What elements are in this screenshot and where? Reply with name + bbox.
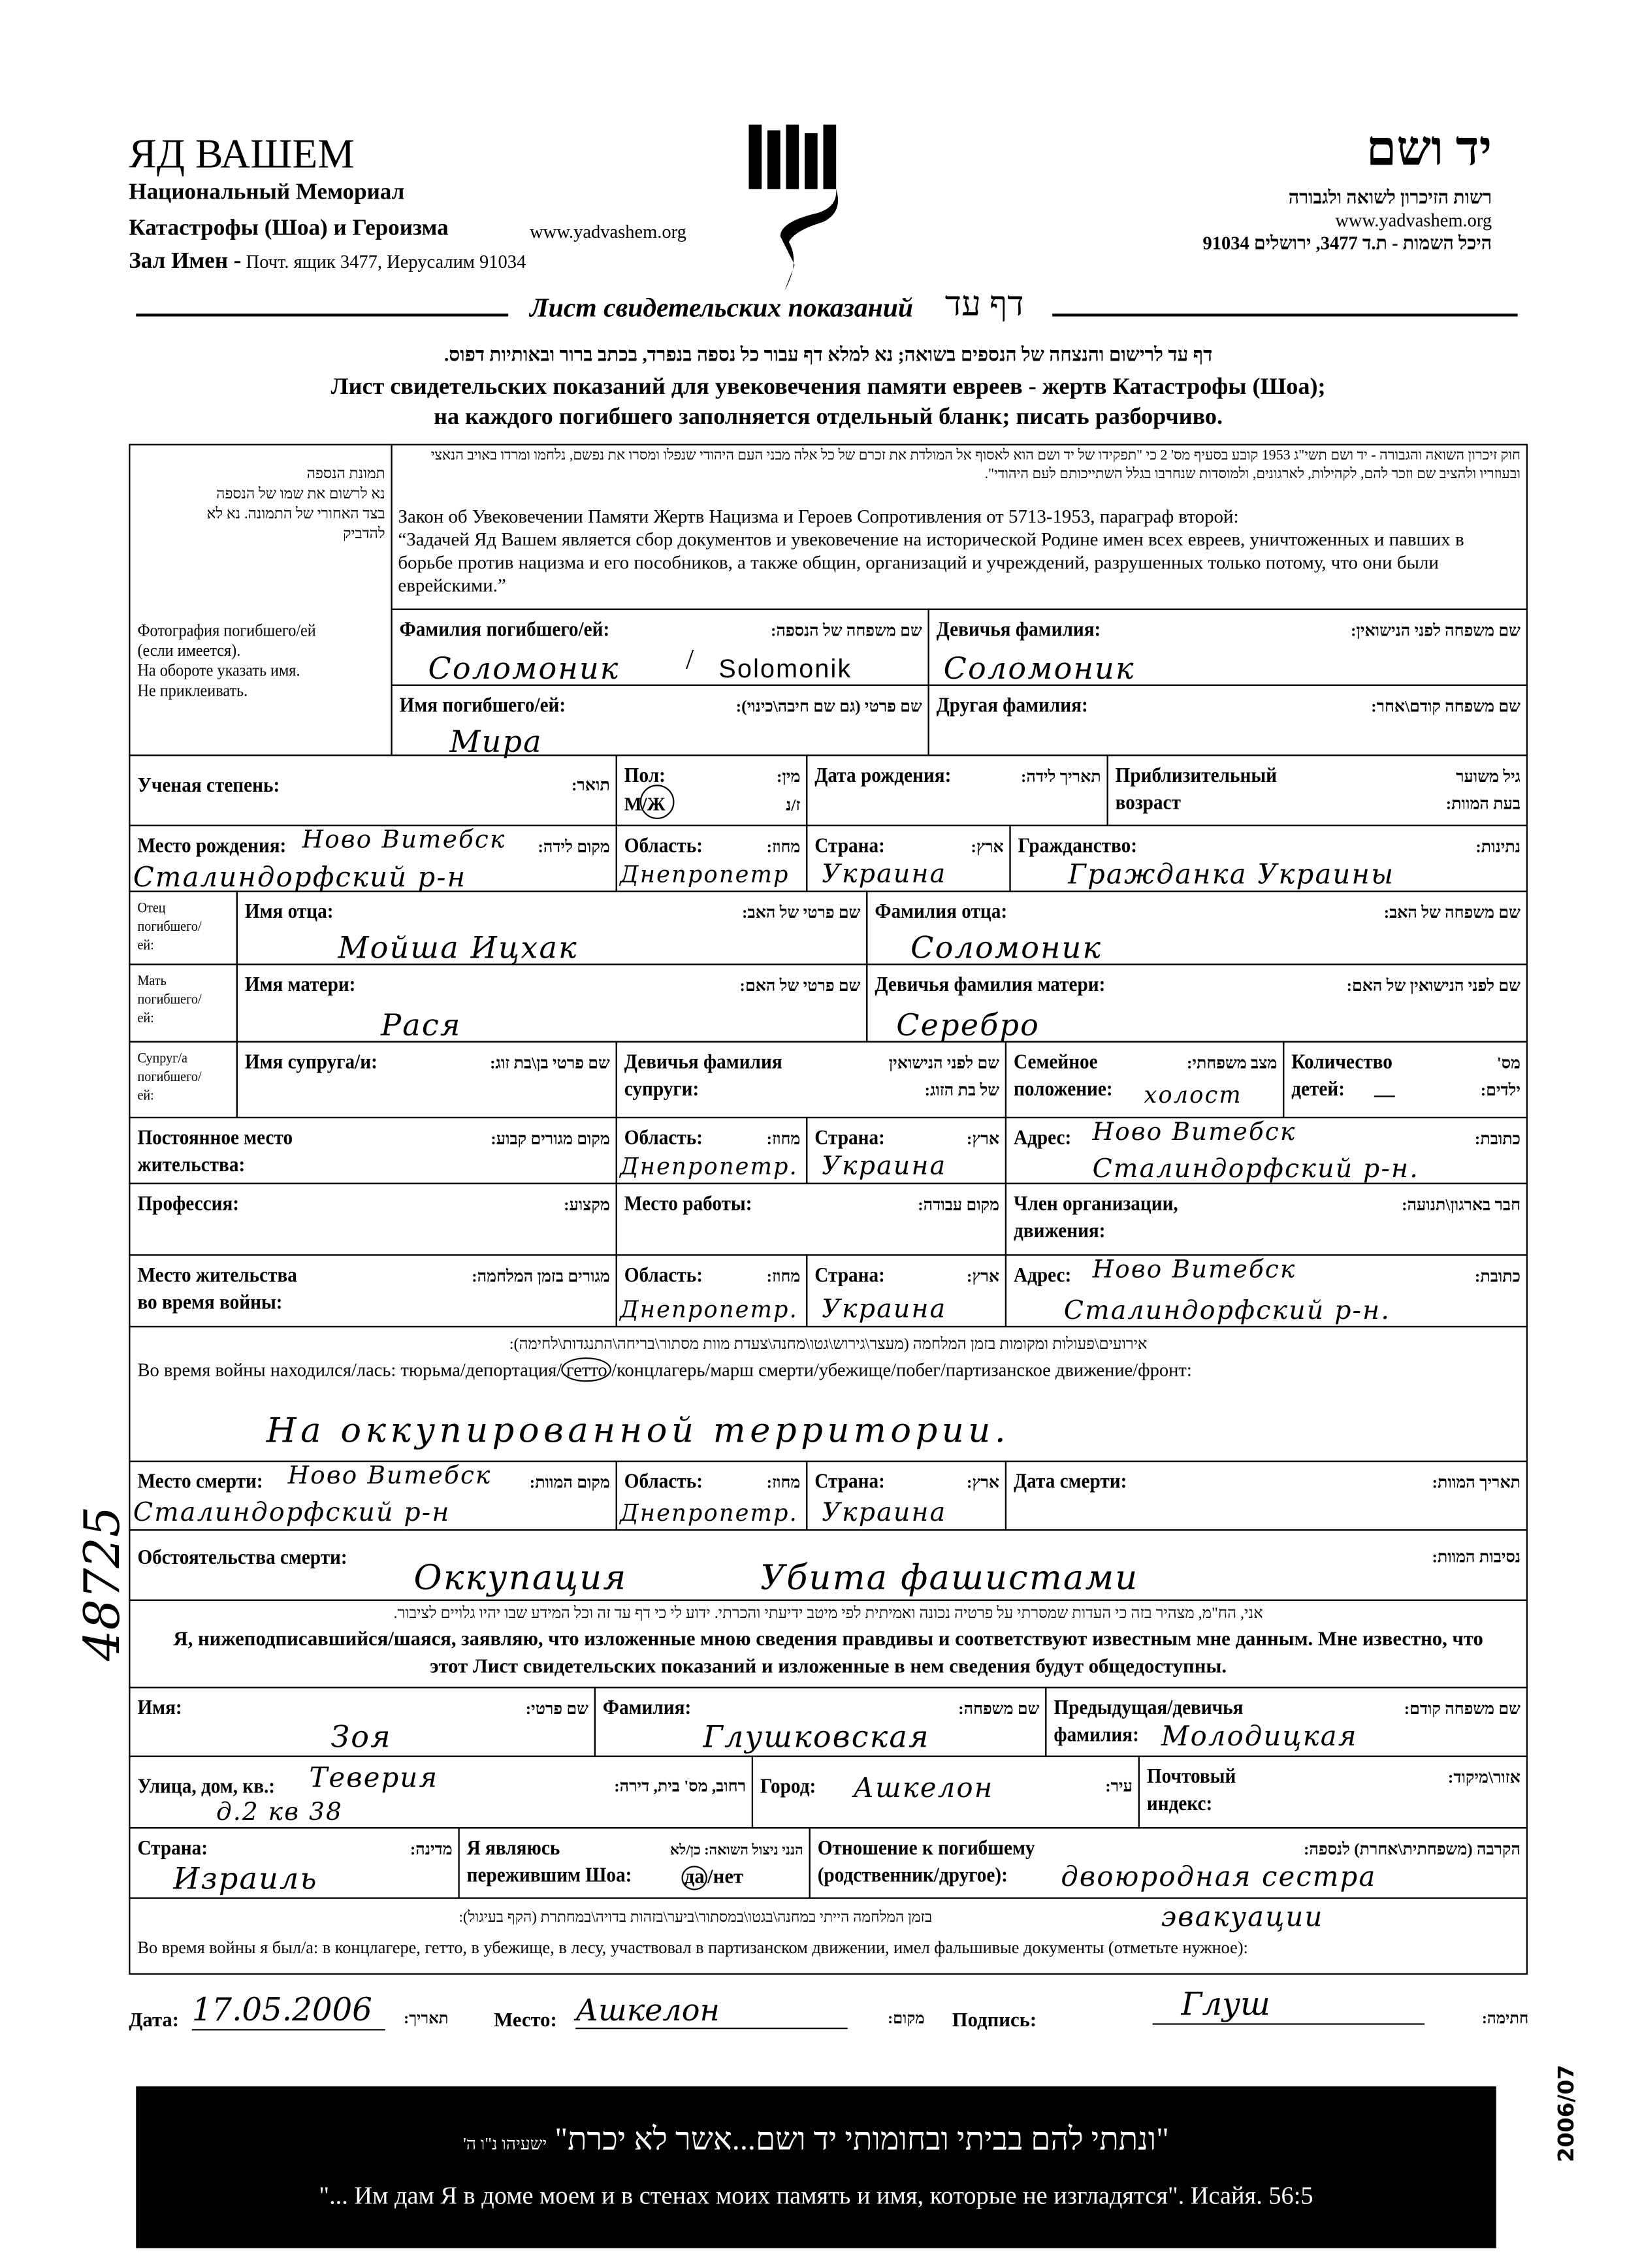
label: Имя:: [137, 1696, 182, 1720]
label: Имя отца:: [244, 900, 334, 924]
war-status-field[interactable]: [129, 1326, 1528, 1462]
value-line-2: Сталиндорфский р-н.: [1063, 1295, 1391, 1326]
label-he: רחוב, מס' בית, דירה:: [614, 1778, 747, 1796]
value-1: Оккупация: [413, 1558, 628, 1598]
instructions-ru-2: на каждого погибшего заполняется отдельный бланк; писать разборчиво.: [434, 402, 1223, 430]
death-circumstances-field[interactable]: [129, 1529, 1528, 1601]
label: Фамилия отца:: [875, 900, 1008, 924]
label-he: שם משפחה קודם:: [1404, 1701, 1521, 1719]
war-residence-field[interactable]: [129, 1254, 617, 1327]
label-he: שם משפחה של האב:: [1383, 905, 1521, 922]
quote-he: "ונתתי להם בביתי ובחומותי יד ושם...אשר לא יכרת": [555, 2120, 1169, 2157]
spouse-side-label: [129, 1041, 238, 1118]
label: Место смерти:: [137, 1470, 263, 1494]
photo-note-he: תמונת הנספה נא לרשום את שמו של הנספה בצד האחורי של התמונה. נא לא להדביק: [206, 466, 385, 543]
label: Гражданство:: [1018, 834, 1138, 858]
submitter-street-field[interactable]: [129, 1756, 753, 1829]
org-address: [129, 249, 526, 274]
label: Область:: [624, 1264, 703, 1288]
label-he: מחוז:: [766, 839, 801, 856]
value-line-1: Ново Витебск: [302, 826, 506, 855]
profession-field[interactable]: [129, 1183, 617, 1256]
text: /концлагерь/марш смерти/убежище/побег/партизанское движение/фронт:: [611, 1359, 1192, 1381]
submitter-war-field[interactable]: [129, 1898, 1528, 1975]
title-rule-right: [1052, 314, 1517, 316]
label-he: שם לפני הנישואין של בת הזוג:: [888, 1055, 1000, 1100]
value-line-2: Сталиндорфский р-н: [133, 1497, 451, 1528]
place-label: Место:: [494, 2010, 557, 2032]
label: Фамилия:: [602, 1696, 692, 1720]
value: Мира: [449, 724, 543, 759]
declaration-ru: Я, нижеподписавшийся/шаяся, заявляю, что изложенные мною сведения правдивы и соответствуют известным мне данным. Мне известно, что этот Лист свидетельских показаний и изложенные в нем сведения будут общедоступны.: [173, 1629, 1483, 1679]
label: Страна:: [814, 1127, 885, 1150]
org-url: www.yadvashem.org: [530, 220, 686, 242]
label: Девичья фамилия матери:: [875, 973, 1106, 997]
value-line-1: Ново Витебск: [1092, 1256, 1296, 1285]
label: Страна:: [814, 1470, 885, 1494]
mother-name-field[interactable]: [236, 964, 868, 1043]
label-he: שם פרטי:: [525, 1701, 588, 1719]
title-rule-left: [136, 314, 508, 316]
label-he: מחוז:: [766, 1269, 801, 1286]
text: Во время войны находился/лась: тюрьма/депортация/: [137, 1359, 562, 1381]
label-he: מצב משפחתי:: [1186, 1055, 1278, 1073]
date-label-he: תאריך:: [404, 2010, 449, 2028]
label: Имя супруга/и:: [244, 1051, 378, 1075]
label: Пол:: [624, 764, 666, 788]
label: Другая фамилия:: [936, 694, 1088, 718]
label-he: מחוז:: [766, 1474, 801, 1493]
label-he: שם פרטי (גם שם חיבה\כינוי):: [735, 698, 922, 717]
label: Страна:: [814, 1264, 885, 1288]
residence-address-field[interactable]: [1005, 1117, 1528, 1184]
label: Область:: [624, 1127, 703, 1150]
value: Гражданка Украины: [1068, 859, 1395, 891]
victim-first-name-field[interactable]: [391, 685, 929, 759]
label-he: שם פרטי של האם:: [739, 978, 861, 996]
label: Постоянное место жительства:: [137, 1127, 293, 1177]
label: Я являюсь пережившим Шоа:: [466, 1837, 632, 1888]
survivor-yes-circled[interactable]: да: [681, 1866, 707, 1890]
death-place-field[interactable]: [129, 1461, 617, 1531]
gender-selected-circle: [640, 785, 675, 819]
label-he: ארץ:: [966, 1269, 1000, 1286]
label-he: מס' ילדים:: [1480, 1055, 1521, 1100]
value: Израиль: [173, 1861, 318, 1896]
submitter-surname-field[interactable]: [594, 1687, 1047, 1757]
photo-note-ru: Фотография погибшего/ей (если имеется). На обороте указать имя. Не приклеивать.: [137, 620, 316, 700]
label-he: נסיבות המוות:: [1432, 1549, 1521, 1567]
value-line-1: Теверия: [309, 1762, 439, 1794]
war-region-field[interactable]: [616, 1254, 808, 1327]
submitter-prev-name-field[interactable]: [1045, 1687, 1528, 1757]
place-value[interactable]: Ашкелон: [575, 1993, 847, 2029]
label: Улица, дом, кв.:: [137, 1775, 276, 1799]
war-status-he: אירועים\פעולות ומקומות בזמן המלחמה (מעצר\גירוש\גטו\מחנה\צעדת מוות מסתור\בריחה\התנגדות\לחימה):: [509, 1336, 1148, 1353]
label: Почтовый индекс:: [1146, 1765, 1236, 1816]
value-2: Убита фашистами: [760, 1558, 1139, 1598]
label-he: מקום עבודה:: [918, 1197, 1000, 1214]
org-he-url: www.yadvashem.org: [1335, 209, 1492, 231]
submitter-war-he: בזמן המלחמה הייתי במחנה\בגטו\במסתור\ביער\בזהות בדויה\במחתרת (הקף בעיגול):: [459, 1910, 933, 1926]
circled-option-ghetto: гетто: [562, 1357, 611, 1382]
value: Зоя: [330, 1719, 392, 1755]
citizenship-field[interactable]: [1009, 825, 1528, 892]
signature-label: Подпись:: [952, 2010, 1037, 2032]
label: Ученая степень:: [137, 774, 280, 798]
label-he: גיל משוער בעת המוות:: [1445, 769, 1521, 814]
law-text-box: [391, 444, 1528, 610]
hall-of-names: Зал Имен -: [129, 249, 242, 274]
value: Днепропетр: [620, 860, 790, 888]
label: Город:: [760, 1775, 816, 1799]
victim-other-surname-field[interactable]: [927, 685, 1527, 756]
value: —: [1373, 1081, 1398, 1109]
yad-vashem-logo: [737, 122, 866, 293]
date-label: Дата:: [129, 2010, 179, 2032]
label-he: מדינה:: [410, 1841, 453, 1859]
value-line-2: Сталиндорфский р-н.: [1092, 1154, 1419, 1184]
label-he: כתובת:: [1474, 1131, 1521, 1149]
label-he: הקרבה (משפחתית\אחרת) לנספה:: [1303, 1841, 1521, 1859]
value: Серебро: [896, 1008, 1040, 1043]
footer-quote-ru: "... Им дам Я в доме моем и в стенах моих память и имя, которые не изгладятся". Исайя. 56:5: [319, 2180, 1313, 2210]
label: Имя погибшего/ей:: [399, 694, 566, 718]
survivor-no[interactable]: нет: [713, 1867, 744, 1889]
birth-place-field[interactable]: [129, 825, 617, 892]
label-he: הנני ניצול השואה: כן/לא: [670, 1843, 803, 1859]
submitter-country-field[interactable]: [129, 1827, 459, 1899]
value: холост: [1144, 1081, 1242, 1109]
birth-country-field[interactable]: [806, 825, 1010, 892]
birth-region-field[interactable]: [616, 825, 808, 892]
value: Днепропетр.: [620, 1295, 799, 1323]
value: двоюродная сестра: [1061, 1861, 1377, 1893]
approx-age-field[interactable]: [1106, 754, 1527, 826]
label-he: מקום המוות:: [529, 1474, 610, 1493]
instructions-ru-1: Лист свидетельских показаний для увековечения памяти евреев - жертв Катастрофы (Шоа);: [330, 372, 1326, 400]
value: Глушковская: [703, 1719, 930, 1755]
war-country-field[interactable]: [806, 1254, 1006, 1327]
label: Страна:: [814, 834, 885, 858]
father-side-label: [129, 890, 238, 965]
footer-quote-he: [136, 2121, 1496, 2158]
residence-region-field[interactable]: [616, 1117, 808, 1184]
label-he: מקום מגורים קבוע:: [491, 1131, 610, 1149]
label-he: מגורים בזמן המלחמה:: [472, 1269, 610, 1286]
children-count-field[interactable]: [1283, 1041, 1528, 1118]
death-date-field[interactable]: [1005, 1461, 1528, 1531]
mother-side-label: [129, 964, 238, 1043]
value: Рася: [381, 1008, 462, 1043]
gender-options: М/Ж: [624, 793, 666, 815]
label-he: שם פרטי בן\בת זוג:: [490, 1055, 610, 1073]
label: Место работы:: [624, 1193, 752, 1216]
label: Область:: [624, 1470, 703, 1494]
label: Дата рождения:: [814, 764, 952, 788]
victim-maiden-field[interactable]: [927, 609, 1527, 686]
value: Мойша Ицхак: [338, 930, 578, 965]
law-text-he: חוק זיכרון השואה והגבורה - יד ושם תשי"ג 1953 קובע בסעיף מס' 2 כי "תפקידו של יד ושם הוא לאסוף אל המולדת את זכרם של כל אלה מבני העם היהודי שנפלו ומסרו את נפשם, נלחמו ומרדו באויב הנאצי ובעוזריו ולהציב שם וזכר להם, לקהילות, לארגונים, ולמוסדות שנחרבו בגלל השתייכותם לעם היהודי".: [430, 448, 1521, 482]
value: Днепропетр.: [620, 1152, 799, 1180]
label-he: שם פרטי של האב:: [742, 905, 861, 922]
law-text-ru: Закон об Увековечении Памяти Жертв Нацизма и Героев Сопротивления от 5713-1953, параграф второй: “Задачей Яд Вашем является сбор документов и увековечение на исторической Родине имен всех евреев, уничтоженных и павших в борьбе против нацизма и его пособников, а также общин, организаций и учреждений, разрушенных только потому, что они были еврейскими.”: [398, 505, 1464, 596]
label-he: חבר בארגון\תנועה:: [1402, 1197, 1521, 1214]
label: Приблизительный возраст: [1115, 764, 1278, 815]
label: Супруг/а погибшего/ ей:: [137, 1051, 202, 1105]
label: Адрес:: [1014, 1264, 1072, 1288]
submitter-city-field[interactable]: [752, 1756, 1140, 1829]
po-box: Почт. ящик 3477, Иерусалим 91034: [246, 250, 526, 272]
label: Девичья фамилия супруги:: [624, 1051, 782, 1101]
value-latin: Solomonik: [718, 654, 852, 683]
value: Соломоник: [943, 651, 1135, 687]
form-title-he: דף עד: [944, 286, 1024, 324]
label-he: מחוז:: [766, 1131, 801, 1149]
org-line-2: Катастрофы (Шоа) и Героизма: [129, 216, 449, 241]
form-title-ru: Лист свидетельских показаний: [530, 293, 914, 324]
label: Профессия:: [137, 1193, 240, 1216]
label: Мать погибшего/ ей:: [137, 973, 202, 1027]
value: Молодицкая: [1161, 1721, 1358, 1753]
value-line-1: Ново Витебск: [287, 1462, 492, 1491]
value-line-2: д.2 кв 38: [216, 1798, 343, 1828]
birth-date-field[interactable]: [806, 754, 1108, 826]
label: Обстоятельства смерти:: [137, 1546, 347, 1570]
relation-field[interactable]: [809, 1827, 1528, 1899]
declaration-box: [129, 1600, 1528, 1689]
label-he: מקום לידה:: [538, 839, 610, 856]
value: Украина: [822, 1294, 947, 1325]
label-he: ארץ:: [971, 839, 1004, 856]
submitter-zip-field[interactable]: [1138, 1756, 1528, 1829]
quote-ref-he: ישעיהו נ"ו ה': [463, 2133, 547, 2154]
instructions-he: דף עד לרישום והנצחה של הנספים בשואה; נא למלא דף עבור כל נספה בנפרד, בכתב ברור ובאותיות דפוס.: [443, 344, 1213, 365]
residence-country-field[interactable]: [806, 1117, 1006, 1184]
value: На оккупированной территории.: [266, 1410, 1010, 1451]
label: Дата смерти:: [1014, 1470, 1127, 1494]
value: Украина: [822, 859, 947, 890]
label-he: שם משפחה:: [958, 1701, 1040, 1719]
label: Место рождения:: [137, 834, 287, 858]
label: Количество детей:: [1291, 1051, 1392, 1101]
label: Фамилия погибшего/ей:: [399, 618, 610, 642]
submitter-first-name-field[interactable]: [129, 1687, 596, 1757]
label: Отец погибшего/ ей:: [137, 900, 202, 954]
label: Девичья фамилия:: [936, 618, 1101, 642]
value: эвакуации: [1161, 1902, 1324, 1934]
label: Имя матери:: [244, 973, 356, 997]
value: Днепропетр.: [620, 1499, 799, 1527]
form-code: 2006/07: [1553, 2064, 1579, 2163]
label-he: שם משפחה של הנספה:: [771, 623, 922, 640]
submitter-war-ru: Во время войны я был/а: в концлагере, гетто, в убежище, в лесу, участвовал в партизанском движении, имел фальшивые документы (отметьте нужное):: [137, 1937, 1248, 1958]
label: Член организации, движения:: [1014, 1193, 1178, 1243]
org-name-he: יד ושם: [1366, 123, 1492, 176]
org-he-address: היכל השמות - ת.ד 3477, ירושלים 91034: [1202, 232, 1492, 254]
label-he: כתובת:: [1474, 1269, 1521, 1286]
org-line-1: Национальный Мемориал: [129, 180, 405, 205]
value-line-1: Ново Витебск: [1092, 1118, 1296, 1147]
war-status-ru: [137, 1359, 1191, 1382]
label-he: מין:: [777, 769, 801, 786]
organization-field[interactable]: [1005, 1183, 1528, 1256]
mother-maiden-field[interactable]: [866, 964, 1528, 1043]
label-he: שם משפחה קודם\אחר:: [1371, 698, 1521, 717]
degree-field[interactable]: [129, 754, 617, 826]
declaration-he: אני, הח"מ, מצהיר בזה כי העדות שמסרתי על פרטיה נכונה ואמיתית לפי מיטב ידיעתי והכרתי. ידוע לי כי דף עד זה וכל המידע שבו יהיו גלויים לציבור.: [393, 1605, 1263, 1623]
label-he: תואר:: [571, 777, 610, 795]
label-he: נתינות:: [1475, 839, 1521, 856]
label-he: ארץ:: [966, 1474, 1000, 1493]
label-he: ארץ:: [966, 1131, 1000, 1149]
label-he: אזור\מיקוד:: [1447, 1770, 1521, 1787]
war-address-field[interactable]: [1005, 1254, 1528, 1327]
spouse-maiden-field[interactable]: [616, 1041, 1006, 1118]
gender-options-he: ז/נ: [786, 797, 801, 815]
label: Область:: [624, 834, 703, 858]
footer-quote-banner: [136, 2086, 1496, 2248]
date-value[interactable]: 17.05.2006: [192, 1993, 385, 2030]
label: Адрес:: [1014, 1127, 1072, 1150]
label: Предыдущая/девичья фамилия:: [1054, 1696, 1244, 1747]
label: Семейное положение:: [1014, 1051, 1113, 1101]
label-he: שם לפני הנישואין של האם:: [1346, 978, 1521, 996]
victim-surname-field[interactable]: [391, 609, 929, 686]
label-he: עיר:: [1105, 1778, 1133, 1796]
label-he: תאריך לידה:: [1021, 769, 1101, 786]
org-name-ru: ЯД ВАШЕМ: [129, 131, 355, 178]
label: Место жительства во время войны:: [137, 1264, 297, 1315]
father-surname-field[interactable]: [866, 890, 1528, 965]
spouse-name-field[interactable]: [236, 1041, 617, 1118]
value: Ашкелон: [853, 1772, 994, 1805]
label: Страна:: [137, 1837, 208, 1860]
signature-label-he: חתימה:: [1481, 2010, 1529, 2028]
slash: /: [686, 644, 694, 676]
org-he-line-1: רשות הזיכרון לשואה ולגבורה: [1288, 186, 1492, 208]
place-label-he: מקום:: [888, 2010, 925, 2028]
death-region-field[interactable]: [616, 1461, 808, 1531]
value: Соломоник: [910, 930, 1102, 965]
label-he: מקצוע:: [564, 1197, 610, 1214]
survivor-field[interactable]: [458, 1827, 810, 1899]
value: Украина: [822, 1497, 947, 1528]
survivor-options: да /нет: [681, 1867, 743, 1890]
marital-status-field[interactable]: [1005, 1041, 1284, 1118]
photo-area[interactable]: [129, 444, 392, 756]
death-country-field[interactable]: [806, 1461, 1006, 1531]
label: Отношение к погибшему (родственник/другое):: [817, 1837, 1035, 1888]
value-line-2: Сталиндорфский р-н: [133, 862, 467, 894]
father-name-field[interactable]: [236, 890, 868, 965]
label-he: תאריך המוות:: [1432, 1474, 1521, 1493]
value: Украина: [822, 1151, 947, 1182]
value: Соломоник: [428, 651, 620, 687]
residence-field[interactable]: [129, 1117, 617, 1184]
label-he: שם משפחה לפני הנישואין:: [1351, 623, 1521, 640]
workplace-field[interactable]: [616, 1183, 1006, 1256]
gender-field[interactable]: [616, 754, 808, 826]
signature-value[interactable]: Глуш: [1153, 1988, 1424, 2025]
archive-number: 48725: [74, 1506, 132, 1661]
